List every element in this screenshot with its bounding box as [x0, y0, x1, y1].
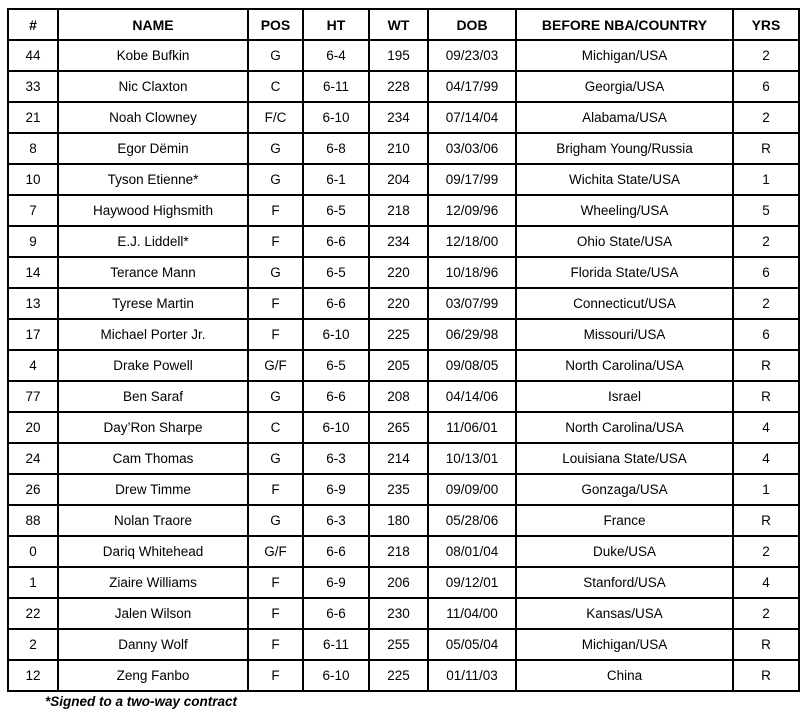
cell-wt: 204	[369, 164, 428, 195]
cell-number: 4	[8, 350, 58, 381]
roster-row	[8, 164, 799, 195]
cell-yrs: 6	[733, 71, 799, 102]
cell-number: 1	[8, 567, 58, 598]
cell-pos: F	[248, 660, 303, 691]
cell-yrs: R	[733, 629, 799, 660]
roster-row	[8, 133, 799, 164]
roster-row	[8, 598, 799, 629]
cell-name: Dariq Whitehead	[58, 536, 248, 567]
cell-number: 22	[8, 598, 58, 629]
cell-number: 9	[8, 226, 58, 257]
roster-row	[8, 195, 799, 226]
cell-name: Nolan Traore	[58, 505, 248, 536]
cell-ht: 6-11	[303, 71, 369, 102]
cell-number: 2	[8, 629, 58, 660]
roster-row	[8, 474, 799, 505]
cell-wt: 205	[369, 350, 428, 381]
cell-ht: 6-6	[303, 598, 369, 629]
cell-number: 33	[8, 71, 58, 102]
cell-name: Ben Saraf	[58, 381, 248, 412]
cell-before-nba-country: China	[516, 660, 733, 691]
cell-name: Noah Clowney	[58, 102, 248, 133]
cell-yrs: 2	[733, 598, 799, 629]
cell-ht: 6-5	[303, 257, 369, 288]
col-header-name: NAME	[58, 9, 248, 40]
cell-wt: 225	[369, 660, 428, 691]
cell-yrs: 4	[733, 567, 799, 598]
cell-yrs: 6	[733, 257, 799, 288]
cell-number: 44	[8, 40, 58, 71]
roster-row	[8, 226, 799, 257]
cell-pos: G	[248, 505, 303, 536]
cell-wt: 218	[369, 195, 428, 226]
cell-dob: 05/05/04	[428, 629, 516, 660]
col-header-wt: WT	[369, 9, 428, 40]
cell-number: 20	[8, 412, 58, 443]
cell-pos: C	[248, 412, 303, 443]
roster-row	[8, 40, 799, 71]
roster-row	[8, 660, 799, 691]
cell-wt: 206	[369, 567, 428, 598]
cell-wt: 234	[369, 102, 428, 133]
cell-ht: 6-4	[303, 40, 369, 71]
cell-dob: 12/09/96	[428, 195, 516, 226]
cell-pos: F/C	[248, 102, 303, 133]
cell-name: Zeng Fanbo	[58, 660, 248, 691]
cell-yrs: 1	[733, 164, 799, 195]
cell-name: Haywood Highsmith	[58, 195, 248, 226]
cell-before-nba-country: Brigham Young/Russia	[516, 133, 733, 164]
roster-row	[8, 350, 799, 381]
cell-ht: 6-6	[303, 288, 369, 319]
cell-name: Tyrese Martin	[58, 288, 248, 319]
cell-name: Drew Timme	[58, 474, 248, 505]
cell-name: Cam Thomas	[58, 443, 248, 474]
cell-before-nba-country: Wichita State/USA	[516, 164, 733, 195]
cell-number: 0	[8, 536, 58, 567]
cell-ht: 6-11	[303, 629, 369, 660]
cell-pos: G	[248, 257, 303, 288]
cell-yrs: 1	[733, 474, 799, 505]
cell-ht: 6-8	[303, 133, 369, 164]
roster-row	[8, 629, 799, 660]
cell-yrs: 2	[733, 226, 799, 257]
cell-before-nba-country: Ohio State/USA	[516, 226, 733, 257]
col-header-yrs: YRS	[733, 9, 799, 40]
cell-yrs: 2	[733, 536, 799, 567]
cell-ht: 6-10	[303, 412, 369, 443]
cell-dob: 05/28/06	[428, 505, 516, 536]
cell-before-nba-country: Louisiana State/USA	[516, 443, 733, 474]
cell-pos: C	[248, 71, 303, 102]
cell-ht: 6-6	[303, 536, 369, 567]
cell-pos: F	[248, 319, 303, 350]
cell-yrs: R	[733, 381, 799, 412]
cell-yrs: 2	[733, 40, 799, 71]
roster-table	[7, 8, 800, 692]
cell-yrs: 2	[733, 288, 799, 319]
cell-number: 77	[8, 381, 58, 412]
cell-yrs: R	[733, 660, 799, 691]
cell-name: Egor Dëmin	[58, 133, 248, 164]
cell-dob: 08/01/04	[428, 536, 516, 567]
roster-row	[8, 412, 799, 443]
cell-name: E.J. Liddell*	[58, 226, 248, 257]
cell-pos: F	[248, 195, 303, 226]
cell-name: Kobe Bufkin	[58, 40, 248, 71]
roster-row	[8, 71, 799, 102]
cell-number: 8	[8, 133, 58, 164]
cell-wt: 220	[369, 288, 428, 319]
cell-ht: 6-10	[303, 102, 369, 133]
cell-wt: 220	[369, 257, 428, 288]
cell-ht: 6-10	[303, 319, 369, 350]
cell-before-nba-country: France	[516, 505, 733, 536]
cell-before-nba-country: Michigan/USA	[516, 629, 733, 660]
cell-dob: 03/07/99	[428, 288, 516, 319]
cell-wt: 218	[369, 536, 428, 567]
col-header-number: #	[8, 9, 58, 40]
cell-before-nba-country: Connecticut/USA	[516, 288, 733, 319]
cell-dob: 09/09/00	[428, 474, 516, 505]
cell-dob: 09/12/01	[428, 567, 516, 598]
cell-dob: 04/14/06	[428, 381, 516, 412]
cell-ht: 6-6	[303, 226, 369, 257]
roster-row	[8, 102, 799, 133]
col-header-dob: DOB	[428, 9, 516, 40]
cell-number: 21	[8, 102, 58, 133]
cell-dob: 03/03/06	[428, 133, 516, 164]
cell-name: Jalen Wilson	[58, 598, 248, 629]
col-header-ht: HT	[303, 9, 369, 40]
cell-before-nba-country: Missouri/USA	[516, 319, 733, 350]
cell-wt: 210	[369, 133, 428, 164]
cell-yrs: 4	[733, 412, 799, 443]
cell-before-nba-country: Alabama/USA	[516, 102, 733, 133]
col-header-pos: POS	[248, 9, 303, 40]
cell-wt: 208	[369, 381, 428, 412]
roster-body	[8, 40, 799, 691]
cell-dob: 01/11/03	[428, 660, 516, 691]
cell-before-nba-country: Israel	[516, 381, 733, 412]
cell-wt: 255	[369, 629, 428, 660]
roster-row	[8, 257, 799, 288]
two-way-contract-footnote: *Signed to a two-way contract	[45, 694, 238, 709]
cell-number: 14	[8, 257, 58, 288]
cell-wt: 235	[369, 474, 428, 505]
cell-wt: 214	[369, 443, 428, 474]
cell-wt: 228	[369, 71, 428, 102]
cell-before-nba-country: Kansas/USA	[516, 598, 733, 629]
cell-before-nba-country: North Carolina/USA	[516, 412, 733, 443]
cell-pos: G	[248, 40, 303, 71]
cell-before-nba-country: Florida State/USA	[516, 257, 733, 288]
cell-wt: 195	[369, 40, 428, 71]
roster-row	[8, 381, 799, 412]
cell-pos: F	[248, 629, 303, 660]
cell-before-nba-country: Michigan/USA	[516, 40, 733, 71]
cell-ht: 6-9	[303, 474, 369, 505]
cell-name: Tyson Etienne*	[58, 164, 248, 195]
cell-yrs: 4	[733, 443, 799, 474]
cell-ht: 6-6	[303, 381, 369, 412]
cell-before-nba-country: Georgia/USA	[516, 71, 733, 102]
cell-ht: 6-3	[303, 443, 369, 474]
cell-ht: 6-10	[303, 660, 369, 691]
cell-dob: 09/23/03	[428, 40, 516, 71]
cell-wt: 230	[369, 598, 428, 629]
cell-name: Nic Claxton	[58, 71, 248, 102]
cell-name: Ziaire Williams	[58, 567, 248, 598]
cell-number: 17	[8, 319, 58, 350]
cell-name: Michael Porter Jr.	[58, 319, 248, 350]
cell-before-nba-country: Wheeling/USA	[516, 195, 733, 226]
cell-number: 24	[8, 443, 58, 474]
cell-pos: G	[248, 443, 303, 474]
cell-pos: G/F	[248, 350, 303, 381]
cell-pos: F	[248, 226, 303, 257]
cell-pos: G	[248, 381, 303, 412]
cell-yrs: R	[733, 350, 799, 381]
cell-pos: G	[248, 164, 303, 195]
roster-row	[8, 319, 799, 350]
cell-pos: F	[248, 288, 303, 319]
cell-yrs: 6	[733, 319, 799, 350]
roster-row	[8, 443, 799, 474]
cell-wt: 225	[369, 319, 428, 350]
cell-ht: 6-1	[303, 164, 369, 195]
cell-pos: F	[248, 474, 303, 505]
cell-yrs: 5	[733, 195, 799, 226]
cell-pos: F	[248, 598, 303, 629]
roster-row	[8, 567, 799, 598]
cell-wt: 180	[369, 505, 428, 536]
cell-dob: 11/04/00	[428, 598, 516, 629]
cell-before-nba-country: Gonzaga/USA	[516, 474, 733, 505]
cell-wt: 234	[369, 226, 428, 257]
cell-yrs: R	[733, 505, 799, 536]
cell-dob: 06/29/98	[428, 319, 516, 350]
cell-dob: 04/17/99	[428, 71, 516, 102]
cell-before-nba-country: Stanford/USA	[516, 567, 733, 598]
cell-name: Day’Ron Sharpe	[58, 412, 248, 443]
cell-pos: G	[248, 133, 303, 164]
roster-row	[8, 536, 799, 567]
cell-number: 7	[8, 195, 58, 226]
cell-yrs: R	[733, 133, 799, 164]
cell-dob: 11/06/01	[428, 412, 516, 443]
cell-wt: 265	[369, 412, 428, 443]
cell-dob: 10/18/96	[428, 257, 516, 288]
cell-number: 12	[8, 660, 58, 691]
col-header-before-nba-country: BEFORE NBA/COUNTRY	[516, 9, 733, 40]
cell-pos: F	[248, 567, 303, 598]
cell-name: Danny Wolf	[58, 629, 248, 660]
cell-before-nba-country: Duke/USA	[516, 536, 733, 567]
cell-ht: 6-5	[303, 350, 369, 381]
cell-dob: 07/14/04	[428, 102, 516, 133]
cell-before-nba-country: North Carolina/USA	[516, 350, 733, 381]
cell-dob: 09/17/99	[428, 164, 516, 195]
cell-dob: 10/13/01	[428, 443, 516, 474]
roster-row	[8, 288, 799, 319]
cell-number: 13	[8, 288, 58, 319]
cell-number: 88	[8, 505, 58, 536]
cell-name: Terance Mann	[58, 257, 248, 288]
cell-number: 26	[8, 474, 58, 505]
cell-dob: 12/18/00	[428, 226, 516, 257]
cell-yrs: 2	[733, 102, 799, 133]
cell-ht: 6-9	[303, 567, 369, 598]
cell-pos: G/F	[248, 536, 303, 567]
roster-row	[8, 505, 799, 536]
cell-dob: 09/08/05	[428, 350, 516, 381]
header-row	[8, 9, 799, 40]
cell-ht: 6-3	[303, 505, 369, 536]
cell-ht: 6-5	[303, 195, 369, 226]
cell-number: 10	[8, 164, 58, 195]
cell-name: Drake Powell	[58, 350, 248, 381]
